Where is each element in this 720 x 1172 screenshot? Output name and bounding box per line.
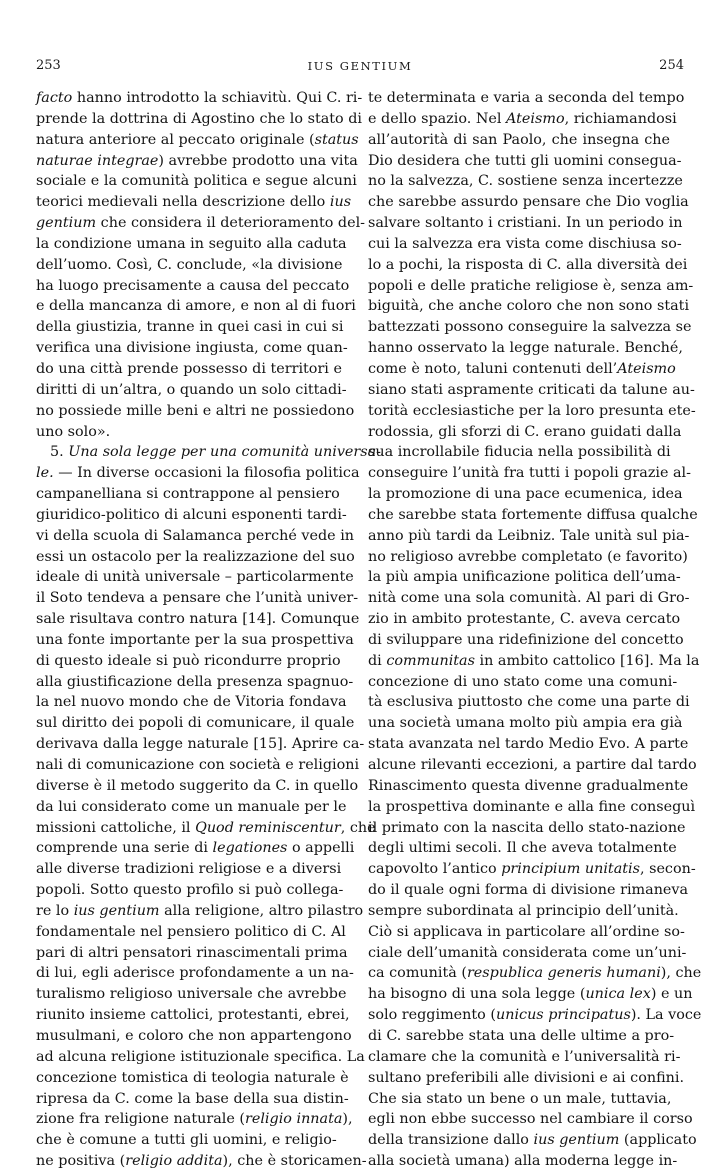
right-column-line: popoli e delle pratiche religiose è, senza am- (368, 277, 694, 294)
right-column-line: della transizione dallo ius gentium (applicato (368, 1132, 697, 1149)
left-column-line: ne positiva (religio addita), che è storicamen- (36, 1153, 367, 1170)
left-column-line: derivava dalla legge naturale [15]. Aprire ca- (36, 736, 365, 753)
left-column-line: alla giustificazione della presenza spagnuo- (36, 673, 354, 690)
right-column-line: che sarebbe assurdo pensare che Dio voglia (368, 194, 689, 211)
right-column-line: ciale dell’umanità considerata come un’uni- (368, 944, 687, 961)
left-column-line: pari di altri pensatori rinascimentali prima (36, 944, 348, 961)
left-column-line: della giustizia, tranne in quei casi in cui si (36, 319, 344, 336)
left-column-line: che è comune a tutti gli uomini, e religio- (36, 1132, 337, 1149)
left-column-line: sul diritto dei popoli di comunicare, il quale (36, 715, 355, 732)
left-column-line: natura anteriore al peccato originale (status (36, 131, 359, 148)
right-column-line: sultano preferibili alle divisioni e ai confini. (368, 1069, 685, 1086)
right-column-line: Ciò si applicava in particolare all’ordine so- (368, 923, 685, 940)
left-column-line: e della mancanza di amore, e non al di fuori (36, 298, 356, 315)
right-column-line: di C. sarebbe stata una delle ultime a pro- (368, 1027, 675, 1044)
right-column-line: concezione di uno stato come una comuni- (368, 673, 678, 690)
right-column-line: sua incrollabile fiducia nella possibilità di (368, 444, 671, 461)
right-column-line: alcune rilevanti eccezioni, a partire dal tardo (368, 757, 697, 773)
left-column-line: diverse è il metodo suggerito da C. in quello (36, 777, 359, 794)
right-column-line: Dio desidera che tutti gli uomini consegua- (368, 152, 682, 169)
left-column-line: alle diverse tradizioni religiose e a diversi (36, 861, 342, 878)
left-column-line: comprende una serie di legationes o appelli (36, 840, 355, 857)
left-column-line: missioni cattoliche, il Quod reminiscentur, che (36, 819, 376, 836)
left-column-line: riunito insieme cattolici, protestanti, ebrei, (36, 1007, 350, 1024)
right-column-line: conseguire l’unità fra tutti i popoli grazie al- (368, 465, 691, 482)
left-column-line: ripresa da C. come la base della sua distin- (36, 1090, 349, 1107)
right-column-line: anno più tardi da Leibniz. Tale unità sul pia- (368, 527, 690, 544)
right-column-line: alla società umana) alla moderna legge in- (368, 1153, 678, 1170)
left-column-line: no possiede mille beni e altri ne possiedono (36, 402, 355, 419)
right-column-line: battezzati possono conseguire la salvezza se (368, 319, 692, 336)
page-number-right: 254 (659, 58, 684, 73)
right-column-line: la promozione di una pace ecumenica, idea (368, 486, 683, 503)
left-column-line: naturae integrae) avrebbe prodotto una vita (36, 152, 358, 169)
right-column-line: siano stati aspramente criticati da talune au- (368, 381, 695, 398)
left-column-line: sale risultava contro natura [14]. Comunque (36, 611, 360, 628)
right-column-line: Rinascimento questa divenne gradualmente (368, 777, 689, 794)
right-column-line: all’autorità di san Paolo, che insegna che (368, 131, 670, 148)
left-column-line: essi un ostacolo per la realizzazione del suo (36, 548, 355, 565)
left-column-line: ideale di unità universale – particolarmente (36, 569, 354, 586)
right-column-line: torità ecclesiastiche per la loro presunta ete- (368, 402, 696, 419)
left-column-line: sociale e la comunità politica e segue alcuni (36, 173, 357, 190)
left-column-line: una fonte importante per la sua prospettiva (36, 631, 354, 648)
right-column-line: e dello spazio. Nel Ateismo, richiamandosi (368, 110, 677, 127)
page-number-left: 253 (36, 58, 61, 73)
right-column-line: cui la salvezza era vista come dischiusa so- (368, 235, 682, 252)
right-column-line: do il quale ogni forma di divisione rimaneva (368, 882, 689, 899)
left-column-line: vi della scuola di Salamanca perché vede in (36, 527, 355, 544)
right-column-line: clamare che la comunità e l’universalità ri- (368, 1048, 681, 1065)
right-column-line: no la salvezza, C. sostiene senza incertezze (368, 173, 683, 190)
left-column-line: giuridico-politico di alcuni esponenti tardi- (36, 506, 347, 523)
right-column-line: capovolto l’antico principium unitatis, secon- (368, 861, 696, 878)
left-column-line: popoli. Sotto questo profilo si può collega- (36, 882, 344, 899)
left-column-line: verifica una divisione ingiusta, come quan- (36, 340, 348, 357)
left-column-line: nali di comunicazione con società e religioni (36, 757, 360, 773)
right-column-line: biguità, che anche coloro che non sono stati (368, 298, 690, 315)
right-column-line: nità come una sola comunità. Al pari di Gro- (368, 590, 690, 607)
left-column-line: zione fra religione naturale (religio innata), (36, 1111, 353, 1128)
right-column-line: hanno osservato la legge naturale. Benché, (368, 340, 683, 357)
right-column-line: lo a pochi, la risposta di C. alla diversità dei (368, 256, 688, 273)
left-column-line: fondamentale nel pensiero politico di C. Al (36, 923, 346, 940)
right-column-line: come è noto, taluni contenuti dell’Ateismo (368, 360, 676, 377)
left-column-line: la condizione umana in seguito alla caduta (36, 235, 347, 252)
left-column-line: concezione tomistica di teologia naturale è (36, 1069, 349, 1086)
right-column-line: rodossia, gli sforzi di C. erano guidati dalla (368, 423, 682, 440)
right-column-line: degli ultimi secoli. Il che aveva totalmente (368, 840, 677, 857)
right-column-line: Che sia stato un bene o un male, tuttavia, (368, 1090, 672, 1107)
left-column-line: dell’uomo. Così, C. conclude, «la divisione (36, 256, 343, 273)
right-column-line: zio in ambito protestante, C. aveva cercato (368, 611, 681, 628)
right-column-line: che sarebbe stata fortemente diffusa qualche (368, 506, 698, 523)
running-title: IUS GENTIUM (307, 59, 413, 73)
right-column-line: sempre subordinata al principio dell’unità. (368, 902, 679, 919)
left-column-line: campanelliana si contrappone al pensiero (36, 486, 340, 503)
left-text-column (36, 88, 382, 1172)
right-column-line: ha bisogno di una sola legge (unica lex) e un (368, 986, 693, 1003)
right-column-line: la prospettiva dominante e alla fine conseguì (368, 798, 696, 815)
left-column-line: da lui considerato come un manuale per le (36, 798, 347, 815)
left-column-line: facto hanno introdotto la schiavitù. Qui C. ri- (36, 90, 363, 106)
right-column-line: no religioso avrebbe completato (e favorito) (368, 548, 688, 565)
right-column-line: ca comunità (respublica generis humani), che (368, 965, 702, 982)
right-column-line: solo reggimento (unicus principatus). La voce (368, 1007, 702, 1024)
left-column-line: uno solo». (36, 423, 111, 440)
right-text-column (368, 88, 702, 1172)
right-column-line: di communitas in ambito cattolico [16]. Ma la (368, 652, 700, 669)
left-column-line: re lo ius gentium alla religione, altro pilastro (36, 902, 364, 919)
left-column-line: ha luogo precisamente a causa del peccato (36, 277, 350, 294)
right-column-line: stata avanzata nel tardo Medio Evo. A parte (368, 736, 689, 753)
left-column-line: di lui, egli aderisce profondamente a un na- (36, 965, 354, 982)
left-column-line: le. — In diverse occasioni la filosofia politica (36, 465, 360, 482)
left-column-line: ad alcuna religione istituzionale specifica. La (36, 1048, 365, 1065)
left-column-line: di questo ideale si può ricondurre proprio (36, 652, 341, 669)
right-column-line: tà esclusiva piuttosto che come una parte di (368, 694, 690, 711)
left-column-line: teorici medievali nella descrizione dello ius (36, 194, 352, 211)
left-column-line: musulmani, e coloro che non appartengono (36, 1027, 352, 1044)
left-column-line: gentium che considera il deterioramento del- (36, 215, 366, 232)
right-column-line: salvare soltanto i cristiani. In un periodo in (368, 215, 683, 232)
right-column-line: una società umana molto più ampia era già (368, 715, 683, 732)
right-column-line: di sviluppare una ridefinizione del concetto (368, 631, 684, 648)
left-column-line: la nel nuovo mondo che de Vitoria fondava (36, 694, 347, 711)
right-column-line: la più ampia unificazione politica dell’uma- (368, 569, 681, 586)
left-column-line: il Soto tendeva a pensare che l’unità univer- (36, 590, 359, 607)
right-column-line: te determinata e varia a seconda del tempo (368, 90, 685, 106)
left-column-line: prende la dottrina di Agostino che lo stato di (36, 110, 362, 127)
right-column-line: egli non ebbe successo nel cambiare il corso (368, 1111, 693, 1128)
left-column-line: diritti di un’altra, o quando un solo cittadi- (36, 381, 347, 398)
left-column-line: 5. Una sola legge per una comunità universa- (50, 444, 382, 461)
left-column-line: turalismo religioso universale che avrebbe (36, 986, 347, 1003)
page-header (36, 58, 684, 80)
right-column-line: il primato con la nascita dello stato-nazione (368, 819, 686, 836)
left-column-line: do una città prende possesso di territori e (36, 360, 342, 377)
